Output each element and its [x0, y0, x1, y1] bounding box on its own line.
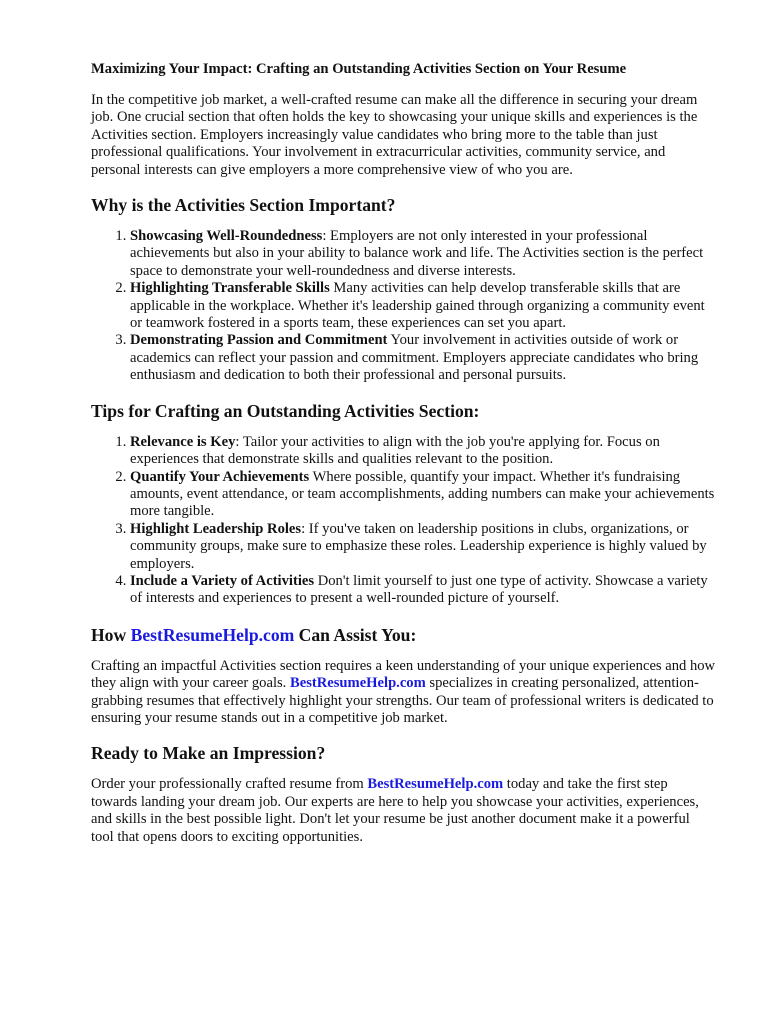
heading-suffix: Can Assist You:	[294, 624, 417, 645]
list-item-term: Highlighting Transferable Skills	[130, 280, 330, 297]
list-item-text: Many activities can help develop transferable skills that are applicable in the workplace. Whether it's leadership gained through organizing a community event or teamwork fostered in a sports team, these experiences can set you apart.	[130, 280, 705, 332]
list-item	[130, 469, 716, 521]
list-item	[130, 573, 716, 608]
list-item-text: Employers are not only interested in your professional achievements but also in your ability to balance work and life. The Activities section is the perfect space to demonstrate your well-roundedness and diverse interests.	[130, 228, 704, 279]
paragraph-text: today and take the first step towards landing your dream job. Our experts are here to help you showcase your activities, experiences, and skills in the best possible light. Don't let your resume be just another document make it a powerful tool that opens doors to exciting opportunities.	[91, 776, 699, 845]
list-item	[130, 280, 716, 332]
list-item-separator: :	[235, 433, 240, 450]
list-item-text: Your involvement in activities outside of work or academics can reflect your passion and commitment. Employers appreciate candidates who bring enthusiasm and dedication to both their professional and personal pursuits.	[130, 332, 699, 384]
list-item-term: Demonstrating Passion and Commitment	[130, 332, 388, 349]
list-item-term: Showcasing Well-Roundedness	[130, 228, 323, 245]
heading-prefix: How	[91, 624, 131, 645]
list-item	[130, 228, 716, 280]
section-heading-ready: Ready to Make an Impression?	[91, 743, 326, 764]
list-item-text: Where possible, quantify your impact. Whether it's fundraising amounts, event attendance, or team accomplishments, adding numbers can make your achievements more tangible.	[130, 468, 715, 520]
bestresumehelp-link[interactable]: BestResumeHelp.com	[289, 675, 426, 692]
importance-list	[91, 228, 716, 385]
section-heading-assist	[91, 624, 716, 646]
list-item-text: Don't limit yourself to just one type of activity. Showcase a variety of interests and experiences to present a well-rounded picture of yourself.	[130, 572, 708, 607]
paragraph-text: specializes in creating personalized, attention-grabbing resumes that effectively highlight your strengths. Our team of professional writers is dedicated to ensuring your resume stands out in a competitive job market.	[91, 675, 714, 726]
list-item	[130, 332, 716, 384]
assist-paragraph	[91, 658, 716, 728]
paragraph-text: Crafting an impactful Activities section requires a keen understanding of your unique experiences and how they align with your career goals.	[91, 657, 716, 692]
list-item	[130, 434, 716, 469]
bestresumehelp-link[interactable]: BestResumeHelp.com	[367, 776, 504, 793]
list-item-text: If you've taken on leadership positions in clubs, organizations, or community groups, make sure to emphasize these roles. Leadership experience is highly valued by employers.	[130, 520, 707, 572]
paragraph-text: Order your professionally crafted resume from	[91, 776, 368, 793]
list-item-separator: :	[301, 520, 306, 537]
list-item-separator: :	[322, 228, 327, 245]
list-item-term: Relevance is Key	[130, 433, 236, 450]
section-heading-tips: Tips for Crafting an Outstanding Activities Section:	[91, 400, 480, 421]
list-item-term: Quantify Your Achievements	[130, 468, 310, 485]
section-heading-importance: Why is the Activities Section Important?	[91, 195, 396, 216]
list-item-term: Highlight Leadership Roles	[130, 520, 302, 537]
intro-paragraph: In the competitive job market, a well-crafted resume can make all the difference in securing your dream job. One crucial section that often holds the key to showcasing your unique skills and experiences is the Activities section. Employers increasingly value candidates who bring more to the table than just professional qualifications. Your involvement in extracurricular activities, community service, and personal interests can give employers a more comprehensive view of who you are.	[91, 92, 698, 178]
tips-list	[91, 434, 716, 608]
list-item	[130, 521, 716, 573]
list-item-term: Include a Variety of Activities	[130, 572, 315, 589]
list-item-text: Tailor your activities to align with the job you're applying for. Focus on experiences that demonstrate skills and qualities relevant to the position.	[130, 433, 660, 468]
document-title: Maximizing Your Impact: Crafting an Outstanding Activities Section on Your Resume	[91, 61, 627, 77]
ready-paragraph	[91, 776, 716, 846]
bestresumehelp-heading-link[interactable]: BestResumeHelp.com	[130, 624, 295, 645]
